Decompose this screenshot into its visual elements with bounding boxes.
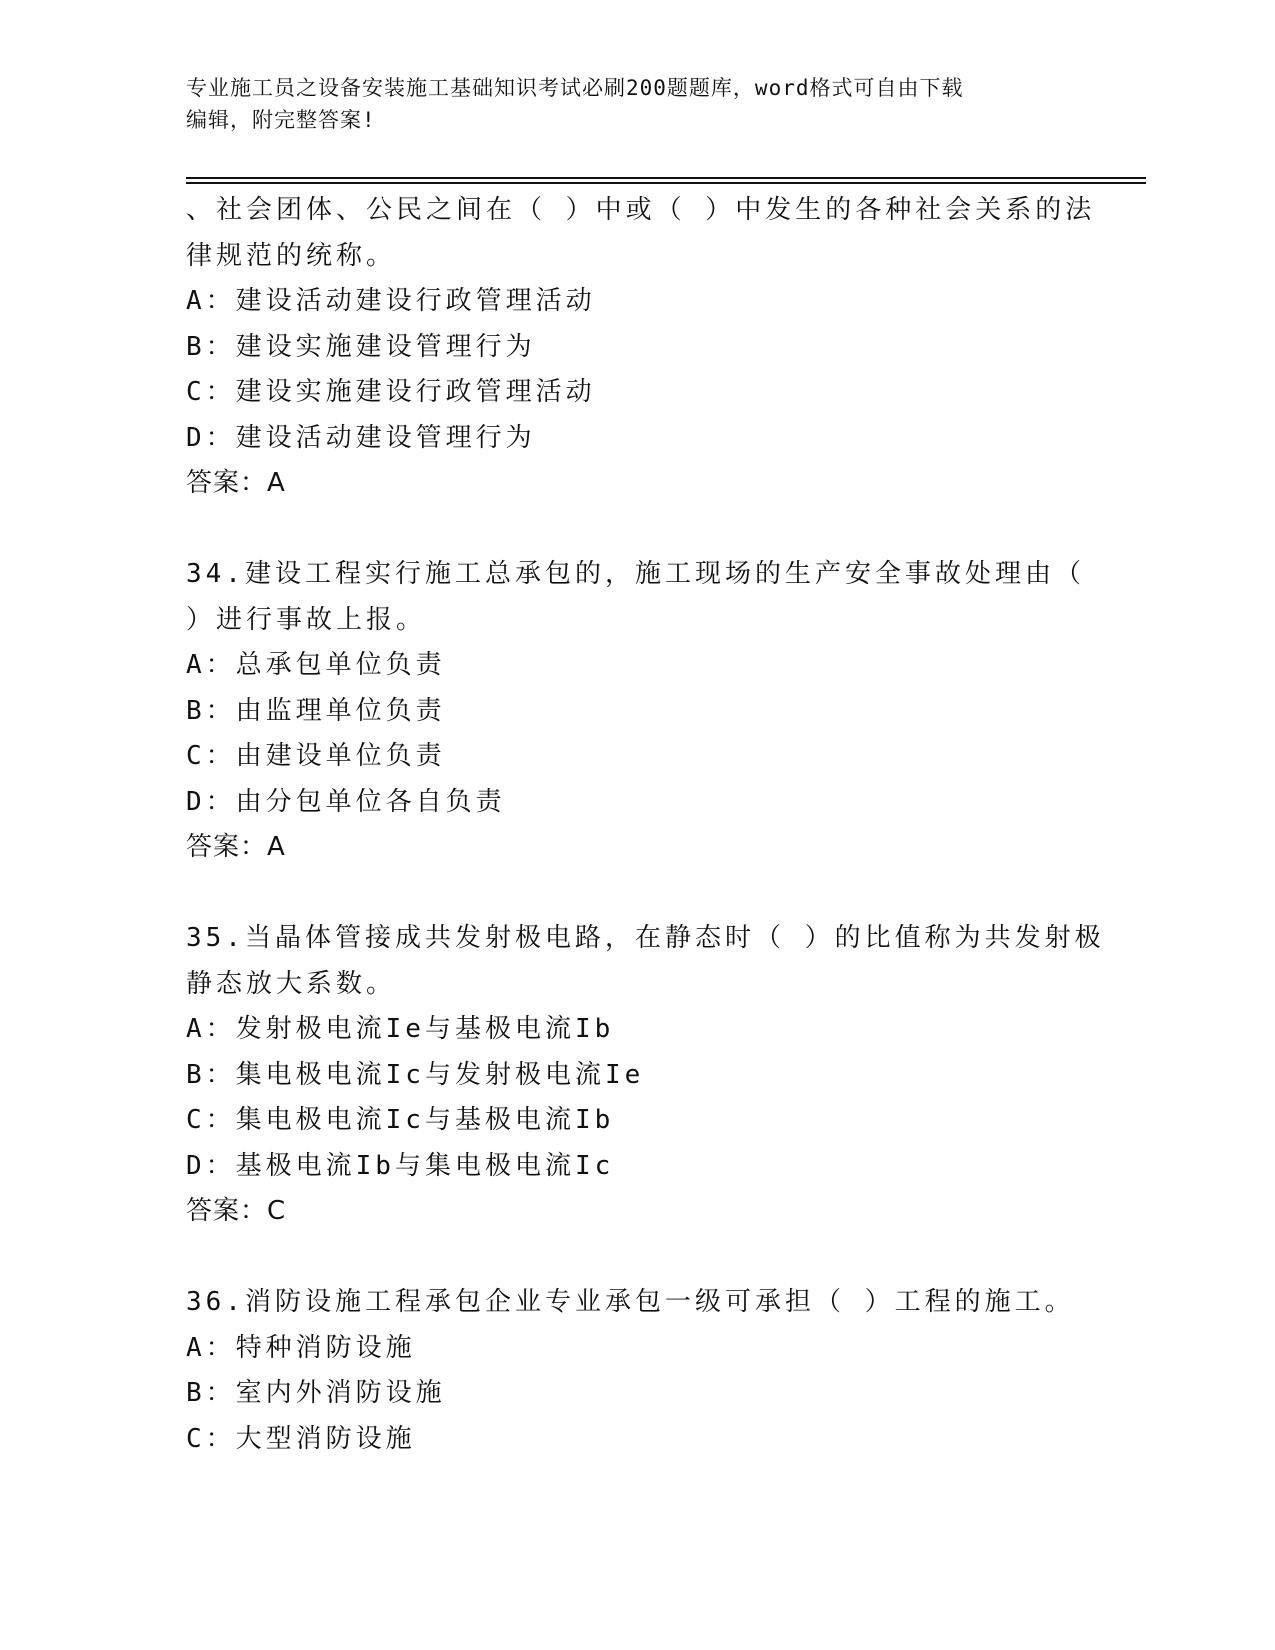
option-c: C：大型消防设施 (186, 1423, 416, 1454)
question-stem-line: 律规范的统称。 (186, 240, 397, 271)
question-stem-line: ）进行事故上报。 (186, 604, 427, 635)
option-a: A：总承包单位负责 (186, 650, 446, 680)
option-d: D：基极电流Ib与集电极电流Ic (186, 1150, 615, 1181)
option-b: B：集电极电流Ic与发射极电流Ie (186, 1059, 645, 1090)
question-stem-line: 34.建设工程实行施工总承包的，施工现场的生产安全事故处理由（ (186, 559, 1085, 589)
document-header (186, 72, 1066, 136)
header-title-line-2: 编辑，附完整答案! (186, 108, 376, 132)
option-b: B：建设实施建设管理行为 (186, 331, 536, 362)
question-spacer (186, 1235, 1086, 1281)
question-stem-line: 35.当晶体管接成共发射极电路，在静态时（ ）的比值称为共发射极 (186, 923, 1105, 953)
option-a: A：特种消防设施 (186, 1332, 416, 1363)
header-divider-bottom (186, 182, 1146, 184)
header-divider-top (186, 177, 1146, 179)
answer-line: 答案：C (186, 1196, 287, 1226)
option-d: D：建设活动建设管理行为 (186, 422, 536, 453)
option-d: D：由分包单位各自负责 (186, 786, 506, 817)
question-stem-line: 、社会团体、公民之间在（ ）中或（ ）中发生的各种社会关系的法 (186, 195, 1096, 225)
header-title-line-1: 专业施工员之设备安装施工基础知识考试必刷200题题库，word格式可自由下载 (186, 76, 964, 100)
question-stem-line: 静态放大系数。 (186, 968, 397, 999)
question-34 (186, 552, 1086, 871)
question-spacer (186, 871, 1086, 917)
question-36 (186, 1280, 1086, 1462)
question-33 (186, 188, 1096, 507)
option-c: C：集电极电流Ic与基极电流Ib (186, 1105, 615, 1135)
answer-line: 答案：A (186, 832, 286, 862)
option-c: C：由建设单位负责 (186, 741, 446, 771)
option-a: A：发射极电流Ie与基极电流Ib (186, 1014, 615, 1044)
answer-line: 答案：A (186, 468, 286, 498)
question-35 (186, 916, 1105, 1235)
option-b: B：室内外消防设施 (186, 1378, 446, 1408)
question-stem-line: 36.消防设施工程承包企业专业承包一级可承担（ ）工程的施工。 (186, 1287, 1075, 1317)
question-spacer (186, 507, 1086, 553)
question-list (186, 188, 1105, 1462)
option-c: C：建设实施建设行政管理活动 (186, 377, 596, 407)
option-b: B：由监理单位负责 (186, 695, 446, 726)
option-a: A：建设活动建设行政管理活动 (186, 286, 596, 316)
